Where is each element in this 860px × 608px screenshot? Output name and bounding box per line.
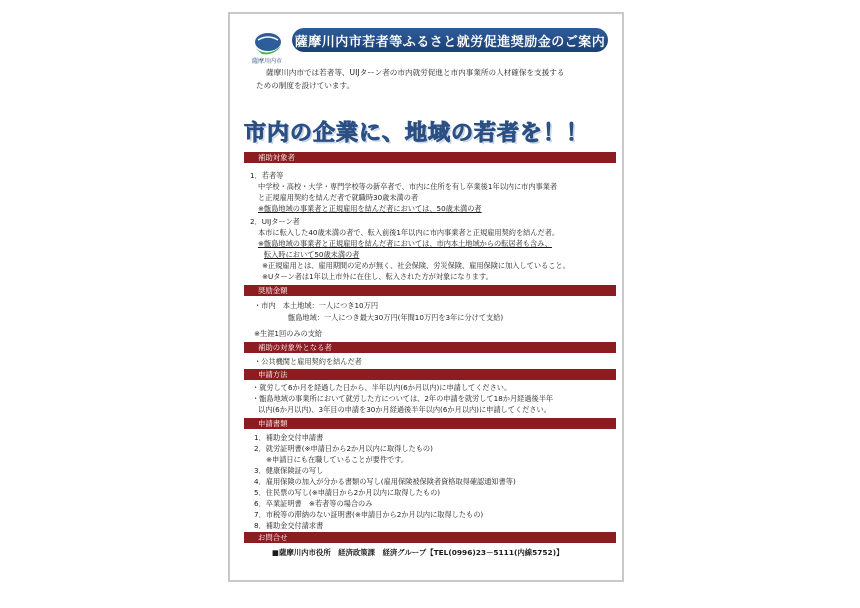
document-item: 4．雇用保険の加入が分かる書類の写し(雇用保険被保険者資格取得確認通知書等) <box>254 477 516 486</box>
logo-text: 薩摩川内市 <box>251 58 282 65</box>
intro-line-2: ための制度を設けています。 <box>256 81 355 90</box>
section-header-documents: 申請書類 <box>244 418 616 429</box>
target-item1-note: ※甑島地域の事業者と正規雇用を結んだ者においては、50歳未満の者 <box>258 204 482 213</box>
contact-info: ■薩摩川内市役所 経済政策課 経済グループ【TEL(0996)23－5111(内線5752)】 <box>272 548 564 557</box>
document-item: ※申請日にも在職していることが要件です。 <box>266 455 409 464</box>
document-item: 2．就労証明書(※申請日から2か月以内に取得したもの) <box>254 444 433 453</box>
section-header-target: 補助対象者 <box>244 152 616 163</box>
target-item1-title: 1．若者等 <box>250 171 284 180</box>
target-item2-note2: 転入時において50歳未満の者 <box>264 250 360 259</box>
page-title: 薩摩川内市若者等ふるさと就労促進奨励金のご案内 <box>292 28 608 52</box>
section-header-method: 申請方法 <box>244 369 616 380</box>
amount-line2: 甑島地域：一人につき最大30万円(年間10万円を3年に分けて支給) <box>288 313 504 322</box>
document-item: 7．市税等の滞納のない証明書(※申請日から2か月以内に取得したもの) <box>254 510 484 519</box>
amount-note: ※生涯1回のみの支給 <box>254 329 323 338</box>
intro-text <box>256 66 606 92</box>
target-item2-note3: ※正規雇用とは、雇用期間の定めが無く、社会保険、労災保険、雇用保険に加入していること。 <box>262 261 570 270</box>
target-item2-note1: ※甑島地域の事業者と正規雇用を結んだ者においては、市内本土地域からの転居者も含み、 <box>258 239 552 248</box>
slogan: 市内の企業に、地域の若者を！！ <box>244 121 590 146</box>
document-item: 1．補助金交付申請書 <box>254 433 324 442</box>
target-item2-title: 2．UIJターン者 <box>250 217 300 226</box>
target-item2-line1: 本市に転入した40歳未満の者で、転入前後1年以内に市内事業者と正規雇用契約を結んだ者。 <box>258 228 560 237</box>
section-header-excluded: 補助の対象外となる者 <box>244 342 616 353</box>
method-line2: ・甑島地域の事業所において就労した方については、2年の申請を就労して18か月経過後半年 <box>252 394 554 403</box>
intro-line-1: 薩摩川内市では若者等、UIJターン者の市内就労促進と市内事業所の人材確保を支援する <box>266 68 565 77</box>
document-item: 5．住民票の写し(※申請日から2か月以内に取得したもの) <box>254 488 441 497</box>
method-line3: 以内(6か月以内)、3年目の申請を30か月経過後半年以内(6か月以内)に申請してください。 <box>258 405 551 414</box>
target-item2-note4: ※Uターン者は1年以上市外に在住し、転入された方が対象になります。 <box>262 272 493 281</box>
flyer-document <box>228 12 624 582</box>
document-item: 3．健康保険証の写し <box>254 466 324 475</box>
method-line1: ・就労して6か月を経過した日から、半年以内(6か月以内)に申請してください。 <box>252 383 512 392</box>
section-header-amount: 奨励金額 <box>244 285 616 296</box>
document-item: 6．卒業証明書 ※若者等の場合のみ <box>254 499 373 508</box>
amount-line1: ・市内 本土地域：一人につき10万円 <box>254 301 379 310</box>
target-item1-line1: 中学校・高校・大学・専門学校等の新卒者で、市内に住所を有し卒業後1年以内に市内事業者 <box>258 182 558 191</box>
excluded-line1: ・公共機関と雇用契約を結んだ者 <box>254 357 362 366</box>
document-item: 8．補助金交付請求書 <box>254 521 324 530</box>
section-header-contact: お問合せ <box>244 532 616 543</box>
target-item1-line2: と正規雇用契約を結んだ者で就職時30歳未満の者 <box>258 193 419 202</box>
